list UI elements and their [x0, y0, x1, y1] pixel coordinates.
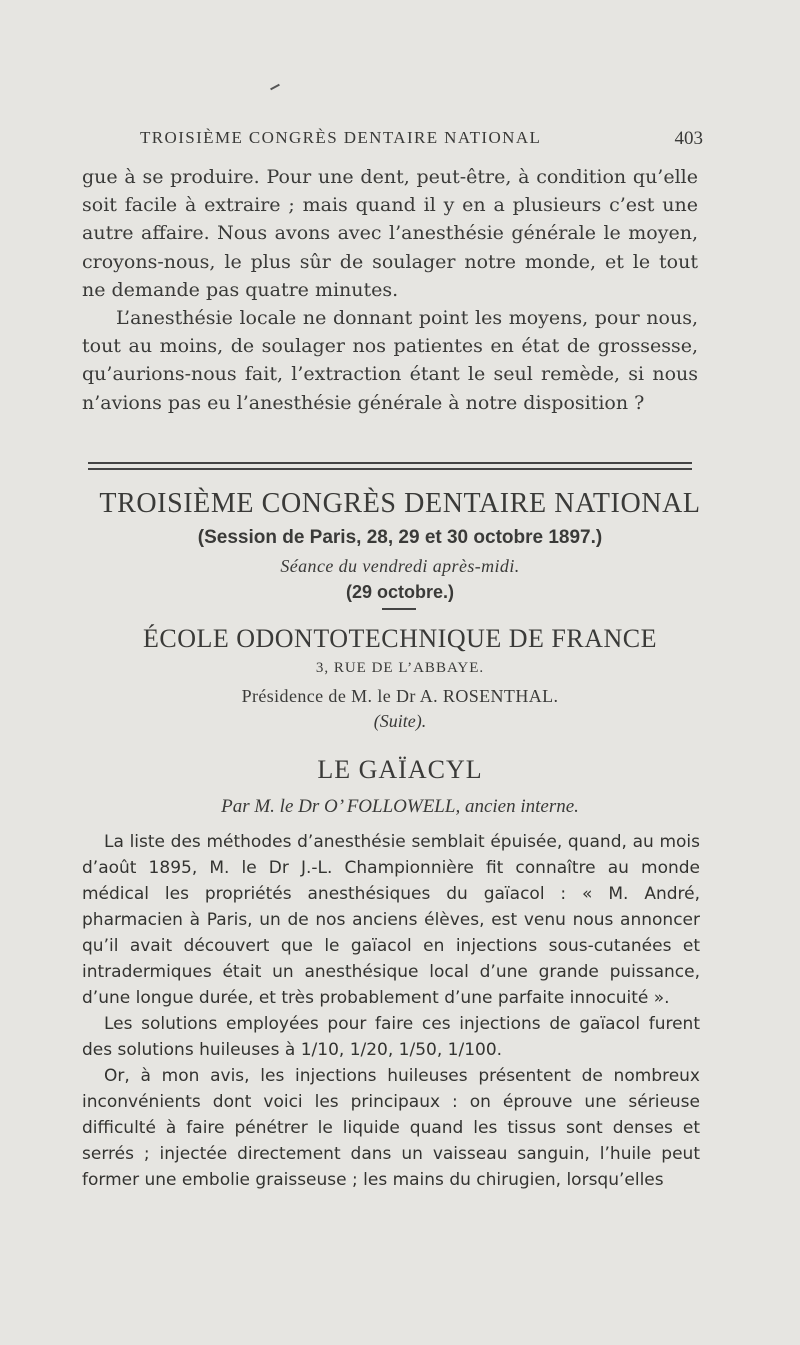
- school-name: ÉCOLE ODONTOTECHNIQUE DE FRANCE: [142, 624, 658, 653]
- paragraph: L’anesthésie locale ne donnant point les moyens, pour nous, tout au moins, de soulager nos patientes en état de grossesse, qu’aurions-nous fait, l’extraction étant le seul remède, si nous n’avions pas eu l’anesthésie générale à notre disposition ?: [82, 307, 698, 414]
- section-divider: [88, 462, 692, 470]
- page-number: 403: [674, 128, 703, 149]
- congress-title: TROISIÈME CONGRÈS DENTAIRE NATIONAL: [99, 488, 701, 519]
- address-line: 3, RUE DE L’ABBAYE.: [315, 660, 485, 676]
- session-line: (Session de Paris, 28, 29 et 30 octobre 1897.): [197, 527, 603, 548]
- article-byline: Par M. le Dr O’ FOLLOWELL, ancien interne.: [221, 796, 579, 817]
- paragraph: La liste des méthodes d’anesthésie semblait épuisée, quand, au mois d’août 1895, M. le Dr J.-L. Championnière fit connaître au monde médical les propriétés anesthésiques du gaïacol : « M. André, pharmacien à Paris, un de nos anciens élèves, est venu nous annoncer qu’il avait découvert que le gaïacol en injections sous-cutanées et intradermiques était un anesthésique local d’une grande puissance, d’une longue durée, et très probablement d’une parfaite innocuité ».: [82, 832, 700, 1008]
- short-divider: [382, 608, 416, 610]
- continued-text: [82, 163, 698, 417]
- paragraph: gue à se produire. Pour une dent, peut-être, à condition qu’elle soit facile à extraire ; mais quand il y en a plusieurs c’est une autre affaire. Nous avons avec l’anesthésie générale le moyen, croyons-nous, le plus sûr de soulager notre monde, et le tout ne demande pas quatre minutes.: [82, 166, 698, 301]
- paragraph: Les solutions employées pour faire ces injections de gaïacol furent des solutions huileuses à 1/10, 1/20, 1/50, 1/100.: [82, 1014, 700, 1060]
- suite-line: (Suite).: [373, 711, 427, 731]
- stray-mark: [270, 84, 280, 90]
- running-head-title: TROISIÈME CONGRÈS DENTAIRE NATIONAL: [140, 128, 542, 147]
- article-body: [82, 829, 700, 1193]
- article-title: LE GAÏACYL: [317, 755, 483, 784]
- date-line: (29 octobre.): [345, 582, 455, 602]
- presidence-line: Présidence de M. le Dr A. ROSENTHAL.: [241, 686, 559, 706]
- seance-line: Séance du vendredi après-midi.: [280, 556, 520, 576]
- paragraph: Or, à mon avis, les injections huileuses présentent de nombreux inconvénients dont voici les principaux : on éprouve une sérieuse difficulté à faire pénétrer le liquide quand les tissus sont denses et serrés ; injectée directement dans un vaisseau sanguin, l’huile peut former une embolie graisseuse ; les mains du chirugien, lorsqu’elles: [82, 1066, 700, 1190]
